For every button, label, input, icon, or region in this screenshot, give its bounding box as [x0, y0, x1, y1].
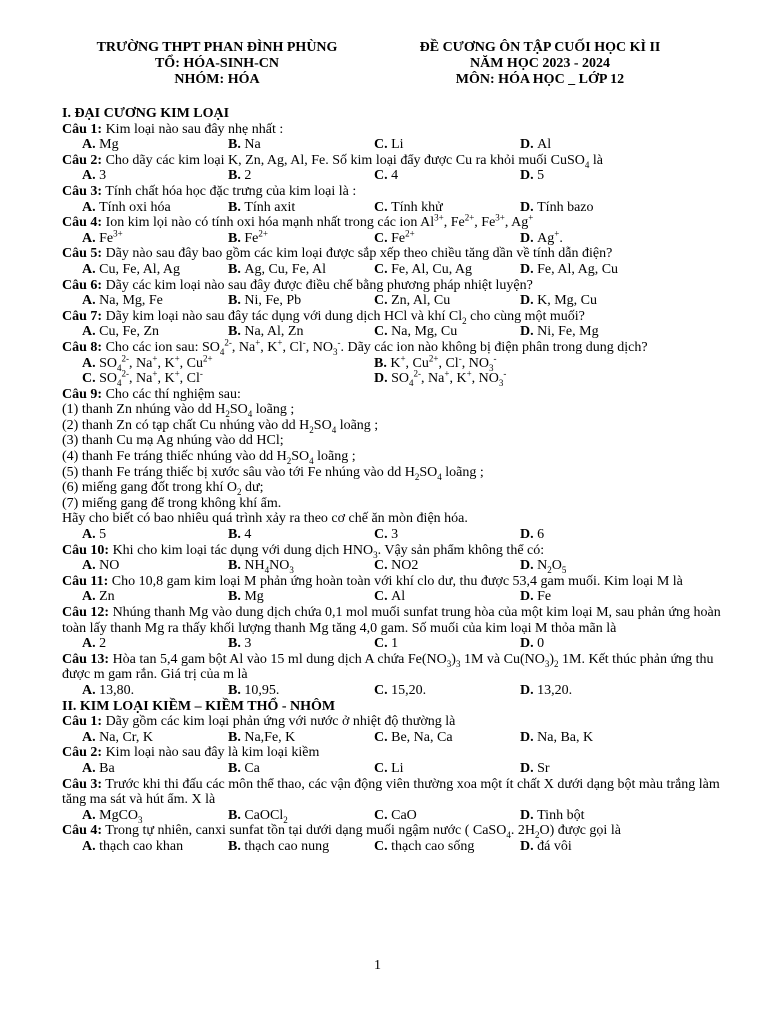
option-d	[520, 589, 670, 605]
option-label: B.	[228, 293, 245, 309]
option-label: B.	[228, 838, 245, 854]
question-text: Dãy kim loại nào sau đây tác dụng với dung dịch HCl và khí $Cl_2$ cho cùng một muối?	[102, 308, 585, 326]
option-label: A.	[82, 324, 100, 340]
option-text: 5	[537, 168, 545, 184]
option-text: thạch cao khan	[99, 838, 184, 854]
subject: MÔN: HÓA HỌC _ LỚP 12	[455, 72, 625, 87]
option-c	[82, 368, 374, 388]
option-d	[520, 839, 670, 855]
option-a	[82, 168, 228, 184]
question-text: Trong tự nhiên, canxi sunfat tồn tại dưới dạng muối ngậm nước ( CaSO$_4$. $2H_2O$) được gọi là	[102, 823, 621, 841]
options	[62, 262, 722, 278]
option-d	[520, 168, 670, 184]
option-c	[374, 839, 520, 855]
question-number: Câu 10:	[62, 542, 110, 558]
option-label: D.	[520, 230, 538, 246]
option-label: A.	[82, 527, 100, 543]
option-d	[520, 558, 670, 574]
question	[62, 122, 722, 138]
option-label: D.	[520, 199, 538, 215]
option-label: B.	[228, 558, 245, 574]
question-text: Dãy nào sau đây bao gồm các kim loại được sắp xếp theo chiều tăng dần về tính dẫn điện?	[102, 246, 613, 262]
option-a	[82, 636, 228, 652]
question-number: Câu 1:	[62, 121, 103, 137]
options	[62, 527, 722, 543]
page-number: 1	[374, 958, 381, 973]
option-d	[520, 324, 670, 340]
option-label: C.	[374, 230, 392, 246]
option-b	[228, 293, 374, 309]
question	[62, 745, 722, 761]
option-text: Tính axit	[244, 199, 296, 215]
option-label: A.	[82, 261, 100, 277]
options	[62, 200, 722, 216]
question	[62, 337, 722, 357]
option-a	[82, 262, 228, 278]
option-label: C.	[374, 838, 392, 854]
option-label: A.	[82, 807, 100, 823]
option-label: C.	[374, 137, 392, 153]
option-text: thạch cao nung	[244, 838, 330, 854]
options	[62, 683, 722, 699]
question-number: Câu 2:	[62, 152, 103, 168]
option-b	[228, 589, 374, 605]
question-number: Câu 3:	[62, 776, 103, 792]
option-c	[374, 558, 520, 574]
option-text: $NH_4NO_3$	[244, 558, 294, 576]
option-text: 1	[391, 636, 399, 652]
option-d	[520, 200, 670, 216]
option-a	[82, 324, 228, 340]
option-b	[228, 761, 374, 777]
option-label: A.	[82, 168, 100, 184]
option-d	[520, 761, 670, 777]
option-b	[228, 558, 374, 574]
options	[62, 808, 722, 824]
option-text: $SO_4^{2-}$, Na+, K+, $NO_3^-$	[391, 368, 507, 388]
question-number: Câu 2:	[62, 745, 103, 761]
option-b	[228, 527, 374, 543]
option-a	[82, 839, 228, 855]
option-label: D.	[520, 293, 538, 309]
option-label: A.	[82, 293, 100, 309]
option-label: D.	[520, 558, 538, 574]
option-text: 3	[244, 636, 252, 652]
section-title: I. ĐẠI CƯƠNG KIM LOẠI	[62, 106, 230, 121]
option-text: 5	[99, 527, 107, 543]
option-label: D.	[520, 527, 538, 543]
option-label: B.	[228, 261, 245, 277]
option-text: Be, Na, Ca	[391, 729, 453, 745]
option-label: D.	[520, 589, 538, 605]
option-text: Ni, Fe, Mg	[537, 324, 599, 340]
option-text: 4	[244, 527, 252, 543]
option-text: 0	[537, 636, 545, 652]
option-label: C.	[374, 729, 392, 745]
option-text: Na, Cr, K	[99, 729, 153, 745]
option-text: Li	[391, 137, 404, 153]
question-text: Nhúng thanh Mg vào dung dịch chứa 0,1 mol muối sunfat trung hòa của một kim loại M, sau phản ứng hoàn toàn lấy thanh Mg ra thấy khối lượng thanh Mg tăng 4,0 gam. Số muối của kim loại M thỏa mãn là	[62, 605, 721, 636]
option-label: C.	[374, 760, 392, 776]
content	[62, 106, 722, 855]
option-label: D.	[520, 760, 538, 776]
question	[62, 714, 722, 730]
option-label: C.	[374, 527, 392, 543]
option-label: A.	[82, 636, 100, 652]
school-name: TRƯỜNG THPT PHAN ĐÌNH PHÙNG	[96, 40, 338, 55]
question-text: Tính chất hóa học đặc trưng của kim loại là :	[102, 183, 357, 199]
option-d	[520, 262, 670, 278]
experiment-item: (3) thanh Cu mạ Ag nhúng vào dd HCl;	[62, 433, 284, 449]
option-label: D.	[520, 682, 538, 698]
option-a	[82, 228, 228, 247]
option-label: A.	[82, 355, 100, 371]
question-text: Dãy gồm các kim loại phản ứng với nước ở nhiệt độ thường là	[102, 714, 456, 730]
option-b	[228, 262, 374, 278]
experiment-item: (5) thanh Fe tráng thiếc bị xước sâu vào tới Fe nhúng vào dd $H_2SO_4$ loãng ;	[62, 464, 484, 482]
option-a	[82, 808, 228, 824]
option-text: NO2	[391, 558, 419, 574]
option-text: Ag, Cu, Fe, Al	[244, 261, 327, 277]
options	[62, 839, 722, 855]
option-text: đá vôi	[537, 838, 572, 854]
options	[62, 168, 722, 184]
doc-title: ĐỀ CƯƠNG ÔN TẬP CUỐI HỌC KÌ II	[419, 40, 661, 55]
option-label: B.	[374, 355, 391, 371]
option-c	[374, 808, 520, 824]
option-c	[374, 636, 520, 652]
school-year: NĂM HỌC 2023 - 2024	[470, 56, 610, 71]
question-prompt: Hãy cho biết có bao nhiêu quá trình xảy ra theo cơ chế ăn mòn điện hóa.	[62, 511, 468, 527]
option-label: D.	[520, 137, 538, 153]
option-b	[228, 324, 374, 340]
question-number: Câu 5:	[62, 246, 103, 262]
question-number: Câu 8:	[62, 339, 103, 355]
options	[62, 558, 722, 574]
option-label: C.	[374, 589, 392, 605]
option-c	[374, 324, 520, 340]
option-label: C.	[82, 371, 100, 387]
question-number: Câu 7:	[62, 308, 103, 324]
option-c	[374, 683, 520, 699]
question-number: Câu 4:	[62, 823, 103, 839]
option-label: A.	[82, 137, 100, 153]
option-a	[82, 730, 228, 746]
question-text: Khi cho kim loại tác dụng với dung dịch $HNO_3$. Vậy sản phẩm không thể có:	[109, 542, 545, 560]
question-number: Câu 9:	[62, 386, 103, 402]
option-label: B.	[228, 729, 245, 745]
option-label: C.	[374, 261, 392, 277]
option-c	[374, 137, 520, 153]
option-text: $N_2O_5$	[537, 558, 567, 576]
option-d	[520, 683, 670, 699]
option-label: A.	[82, 230, 100, 246]
question	[62, 212, 722, 231]
option-text: Ba	[99, 760, 115, 776]
question-text: Kim loại nào sau đây nhẹ nhất :	[102, 121, 284, 137]
option-text: thạch cao sống	[391, 838, 475, 854]
option-text: Li	[391, 760, 404, 776]
option-label: C.	[374, 293, 392, 309]
option-label: D.	[520, 324, 538, 340]
option-text: 2	[244, 168, 252, 184]
experiment-item: (2) thanh Zn có tạp chất Cu nhúng vào dd $H_2SO_4$ loãng ;	[62, 417, 379, 435]
question-text: Hòa tan 5,4 gam bột Al vào 15 ml dung dịch A chứa $Fe(NO_3)_3$ 1M và $Cu(NO_3)_2$ 1M. Kết thúc phản ứng thu được m gam rắn. Giá trị của m là	[62, 651, 714, 683]
option-text: Tinh bột	[537, 807, 585, 823]
question-number: Câu 4:	[62, 215, 103, 231]
option-label: A.	[82, 558, 100, 574]
question-text: Kim loại nào sau đây là kim loại kiềm	[102, 745, 320, 761]
option-c	[374, 761, 520, 777]
option-d	[520, 293, 670, 309]
options	[62, 352, 722, 373]
question	[62, 184, 722, 200]
option-text: Al	[391, 589, 406, 605]
option-d	[520, 527, 670, 543]
option-text: Mg	[99, 137, 119, 153]
question	[62, 823, 722, 839]
options	[62, 368, 722, 388]
option-b	[228, 228, 374, 247]
options	[62, 589, 722, 605]
option-d	[374, 368, 507, 388]
option-a	[82, 683, 228, 699]
option-a	[82, 589, 228, 605]
option-text: CaO	[391, 807, 417, 823]
option-d	[520, 137, 670, 153]
option-label: D.	[520, 261, 538, 277]
option-text: $SO_4^{2-}$, Na+, K+, Cl-	[99, 368, 203, 388]
option-label: B.	[228, 807, 245, 823]
option-a	[82, 293, 228, 309]
option-text: Sr	[537, 760, 550, 776]
option-b	[374, 352, 497, 373]
option-text: 3	[391, 527, 399, 543]
option-d	[520, 730, 670, 746]
option-label: D.	[520, 729, 538, 745]
option-text: Tính khử	[391, 199, 443, 215]
option-text: K, Mg, Cu	[537, 293, 598, 309]
option-text: CaOCl$_2$	[244, 807, 288, 825]
option-label: A.	[82, 682, 100, 698]
option-label: C.	[374, 682, 392, 698]
option-c	[374, 262, 520, 278]
option-text: 15,20.	[391, 682, 427, 698]
question	[62, 153, 722, 169]
option-label: C.	[374, 807, 392, 823]
option-text: Fe, Al, Ag, Cu	[537, 261, 619, 277]
experiment-item: (6) miếng gang đốt trong khí $O_2$ dư;	[62, 480, 264, 498]
experiment-item: (7) miếng gang để trong không khí ẩm.	[62, 495, 282, 511]
options	[62, 636, 722, 652]
department: TỔ: HÓA-SINH-CN	[154, 56, 280, 71]
option-d	[520, 228, 670, 247]
question	[62, 309, 722, 325]
option-text: Na, Ba, K	[537, 729, 594, 745]
option-text: Na,Fe, K	[244, 729, 296, 745]
option-label: B.	[228, 199, 245, 215]
option-text: Ag+.	[537, 228, 563, 246]
question-number: Câu 13:	[62, 651, 110, 667]
option-label: B.	[228, 527, 245, 543]
option-text: Cu, Fe, Zn	[99, 324, 160, 340]
option-text: NO	[99, 558, 120, 574]
option-text: 6	[537, 527, 545, 543]
option-a	[82, 558, 228, 574]
option-a	[82, 527, 228, 543]
option-label: B.	[228, 168, 245, 184]
option-label: A.	[82, 760, 100, 776]
experiment-item: (1) thanh Zn nhúng vào dd $H_2SO_4$ loãng ;	[62, 402, 295, 420]
option-text: 13,20.	[537, 682, 573, 698]
option-text: Ca	[244, 760, 260, 776]
option-b	[228, 200, 374, 216]
option-text: Al	[537, 137, 552, 153]
option-text: MgCO$_3$	[99, 807, 143, 825]
option-text: Zn, Al, Cu	[391, 293, 451, 309]
question	[62, 652, 722, 683]
option-b	[228, 683, 374, 699]
option-b	[228, 839, 374, 855]
options	[62, 324, 722, 340]
question-text: Ion kim lọi nào có tính oxi hóa mạnh nhất trong các ion $Al^{3+}$, $Fe^{2+}$, $Fe^{3+}$, Ag+	[102, 212, 534, 231]
option-c	[374, 730, 520, 746]
option-text: 13,80.	[99, 682, 135, 698]
option-text: Zn	[99, 589, 115, 605]
option-a	[82, 137, 228, 153]
option-label: C.	[374, 168, 392, 184]
option-label: B.	[228, 682, 245, 698]
option-text: Fe, Al, Cu, Ag	[391, 261, 473, 277]
question	[62, 387, 722, 403]
option-text: Na, Al, Zn	[244, 324, 304, 340]
header-left	[62, 40, 372, 88]
option-label: A.	[82, 838, 100, 854]
option-label: C.	[374, 199, 392, 215]
option-label: D.	[374, 371, 392, 387]
question-number: Câu 11:	[62, 573, 109, 589]
option-label: B.	[228, 589, 245, 605]
option-a	[82, 761, 228, 777]
question-text: Dãy các kim loại nào sau đây được điều chế bằng phương pháp nhiệt luyện?	[102, 277, 533, 293]
question	[62, 543, 722, 559]
option-text: Na	[244, 137, 261, 153]
option-label: C.	[374, 636, 392, 652]
option-d	[520, 808, 670, 824]
option-c	[374, 293, 520, 309]
option-text: 10,95.	[244, 682, 280, 698]
question	[62, 605, 722, 636]
option-text: 3	[99, 168, 107, 184]
option-c	[374, 228, 520, 247]
question-text: Cho các ion sau: $SO_4^{2-}$, Na+, K+, Cl-, $NO_3^-$. Dãy các ion nào không bị điện phân trong dung dịch?	[102, 337, 648, 357]
option-c	[374, 168, 520, 184]
question-text: Cho dãy các kim loại K, Zn, Ag, Al, Fe. Số kim loại đẩy được Cu ra khỏi muối CuSO$_4$ là	[102, 152, 603, 170]
question-text: Cho 10,8 gam kim loại M phản ứng hoàn toàn với khí clo dư, thu được 53,4 gam muối. Kim loại M là	[108, 573, 683, 589]
question	[62, 278, 722, 294]
option-text: Ni, Fe, Pb	[244, 293, 302, 309]
option-text: Na, Mg, Fe	[99, 293, 163, 309]
option-label: C.	[374, 324, 392, 340]
option-label: D.	[520, 168, 538, 184]
question	[62, 246, 722, 262]
option-b	[228, 730, 374, 746]
option-label: A.	[82, 729, 100, 745]
option-d	[520, 636, 670, 652]
option-text: Mg	[244, 589, 264, 605]
option-text: Tính oxi hóa	[99, 199, 171, 215]
options	[62, 228, 722, 247]
option-label: C.	[374, 558, 392, 574]
option-label: B.	[228, 760, 245, 776]
question-text: Trước khi thi đấu các môn thể thao, các vận động viên thường xoa một ít chất X dưới dạng bột màu trắng làm tăng ma sát và hút ẩm. X là	[62, 776, 720, 808]
options	[62, 137, 722, 153]
option-text: Tính bazo	[537, 199, 594, 215]
option-label: B.	[228, 137, 245, 153]
option-b	[228, 808, 374, 824]
option-text: Na, Mg, Cu	[391, 324, 458, 340]
option-label: A.	[82, 589, 100, 605]
option-label: D.	[520, 807, 538, 823]
options	[62, 761, 722, 777]
option-label: B.	[228, 324, 245, 340]
option-text: $Fe^{2+}$	[244, 228, 268, 246]
option-c	[374, 527, 520, 543]
option-a	[82, 200, 228, 216]
options	[62, 730, 722, 746]
option-label: A.	[82, 199, 100, 215]
question-number: Câu 1:	[62, 714, 103, 730]
option-text: 4	[391, 168, 399, 184]
question-number: Câu 6:	[62, 277, 103, 293]
question-number: Câu 12:	[62, 605, 110, 620]
option-text: $SO_4^{2-}$, Na+, K+, $Cu^{2+}$	[99, 352, 213, 373]
option-label: D.	[520, 636, 538, 652]
question	[62, 777, 722, 808]
option-b	[228, 636, 374, 652]
option-text: 2	[99, 636, 107, 652]
question-text: Cho các thí nghiệm sau:	[102, 386, 241, 402]
option-text: $Fe^{3+}$	[99, 228, 123, 246]
group: NHÓM: HÓA	[174, 72, 260, 87]
option-b	[228, 168, 374, 184]
options	[62, 293, 722, 309]
option-label: B.	[228, 636, 245, 652]
option-text: Fe	[537, 589, 552, 605]
option-b	[228, 137, 374, 153]
question-number: Câu 3:	[62, 183, 103, 199]
option-c	[374, 589, 520, 605]
header-right	[375, 40, 705, 88]
question	[62, 574, 722, 590]
experiment-item: (4) thanh Fe tráng thiếc nhúng vào dd $H_2SO_4$ loãng ;	[62, 449, 356, 466]
section-title: II. KIM LOẠI KIỀM – KIỀM THỔ - NHÔM	[62, 698, 336, 714]
option-text: Cu, Fe, Al, Ag	[99, 261, 181, 277]
option-text: $Fe^{2+}$	[391, 228, 415, 246]
option-label: D.	[520, 838, 538, 854]
option-label: B.	[228, 230, 245, 246]
option-text: K+, $Cu^{2+}$, Cl-, $NO_3^-$	[390, 352, 497, 373]
